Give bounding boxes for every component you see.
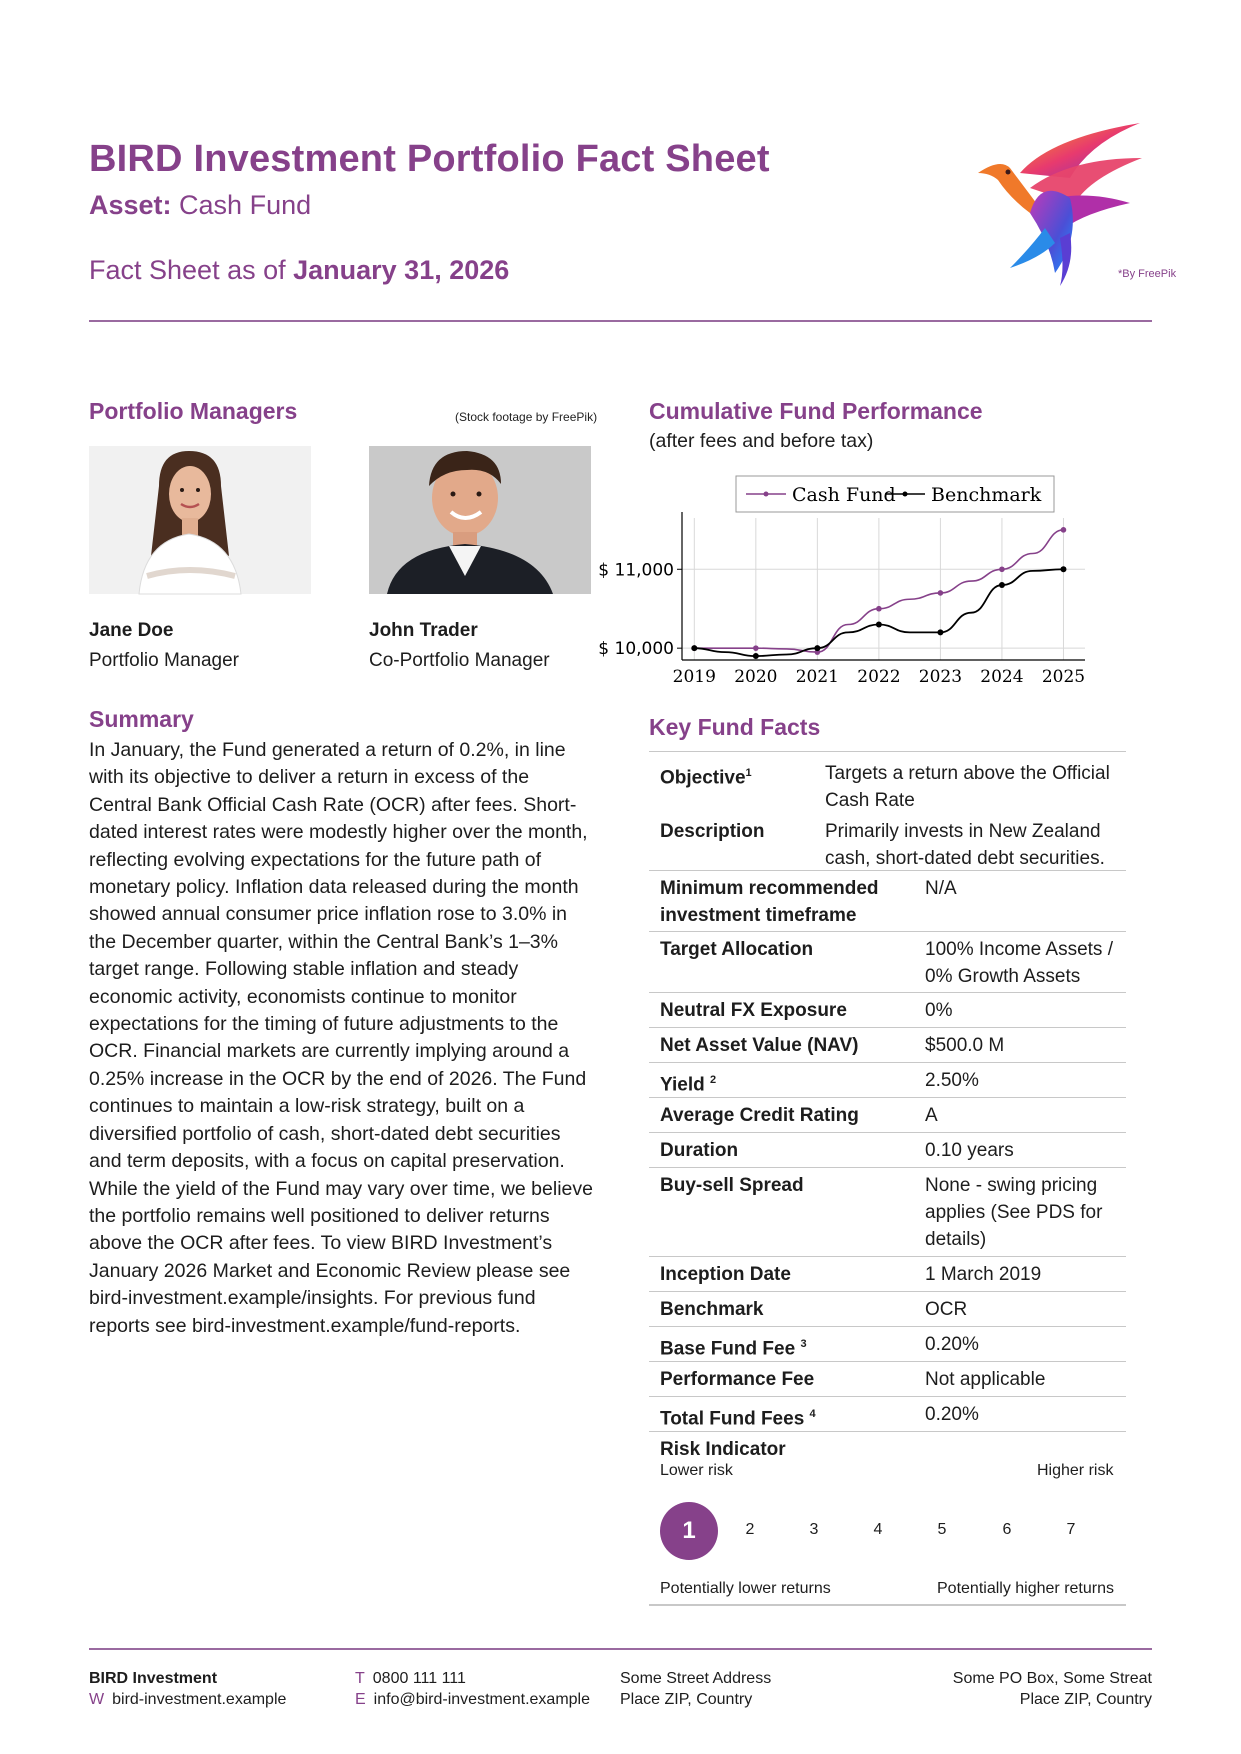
fact-value: None - swing pricing applies (See PDS for details) — [925, 1175, 1103, 1250]
facts-bottom-rule — [649, 1604, 1126, 1606]
page-title: BIRD Investment Portfolio Fact Sheet — [89, 138, 770, 180]
fact-value: A — [925, 1105, 938, 1126]
fact-value: OCR — [925, 1299, 968, 1320]
summary-text: In January, the Fund generated a return of 0.2%, in line with its objective to deliver a return in excess of the Central Bank Official Cash Rate (OCR) after fees. Short-dated interest rates were modestly higher over the month, reflecting evolving expectations for the future path of monetary policy. Inflation data released during the month showed annual consumer price inflation rose to 3.0% in the December quarter, within the Central Bank’s 1–3% target range. Following stable inflation and steady economic activity, economists continue to monitor expectations for the timing of future adjustments to the OCR. Financial markets are currently implying around a 0.25% increase in the OCR by the end of 2026. The Fund continues to maintain a low-risk strategy, built on a diversified portfolio of cash, short-dated debt securities and term deposits, with a focus on capital preservation. While the yield of the Fund may vary over time, we believe the portfolio remains well positioned to deliver returns above the OCR after fees. To view BIRD Investment’s January 2026 Market and Economic Review please see bird-investment.example/insights. For previous fund reports see bird-investment.example/fund-reports. — [89, 739, 593, 1337]
risk-level-2: 2 — [745, 1521, 755, 1538]
fact-label: Inception Date — [660, 1264, 791, 1285]
managers-heading: Portfolio Managers — [89, 398, 298, 424]
facts-row — [649, 1027, 1126, 1062]
footer-contact-block — [355, 1668, 590, 1710]
fact-label: Benchmark — [660, 1299, 764, 1320]
fact-value: 0.20% — [925, 1334, 979, 1355]
fact-label: Minimum recommended investment timeframe — [660, 878, 879, 926]
risk-level-7: 7 — [1066, 1521, 1076, 1538]
facts-row — [649, 1062, 1126, 1097]
fact-label: Total Fund Fees $^4$ — [660, 1408, 816, 1430]
chart-grid — [682, 518, 1085, 660]
lower-returns-label: Potentially lower returns — [660, 1580, 831, 1597]
fact-label: Duration — [660, 1140, 739, 1161]
performance-subheading: (after fees and before tax) — [649, 430, 874, 452]
footer-company: BIRD Investment — [89, 1670, 218, 1687]
y-tick-label: $ 11,000 — [598, 560, 674, 581]
footer-divider — [89, 1648, 1152, 1650]
footer-email-key: E — [355, 1691, 366, 1708]
point-benchmark — [937, 629, 943, 635]
asset-label: Asset: — [89, 190, 172, 220]
asof-date: January 31, 2026 — [293, 255, 510, 285]
jane-doe-photo — [89, 446, 311, 594]
fact-label: Target Allocation — [660, 939, 814, 960]
facts-row — [649, 1396, 1126, 1431]
point-benchmark — [876, 622, 882, 628]
facts-row — [649, 992, 1126, 1027]
summary-heading: Summary — [89, 706, 194, 732]
fact-value: N/A — [925, 878, 957, 899]
fact-value: 100% Income Assets / 0% Growth Assets — [925, 939, 1113, 987]
facts-row — [649, 1291, 1126, 1326]
higher-returns-label: Potentially higher returns — [937, 1580, 1114, 1597]
risk-level-4: 4 — [873, 1521, 883, 1538]
footer-address-block — [620, 1668, 771, 1710]
footer-place-2: Place ZIP, Country — [1019, 1691, 1152, 1708]
point-cash-fund — [938, 590, 944, 596]
objective-label: Objective$^1$ — [660, 767, 752, 789]
footer-phone[interactable]: 0800 111 111 — [372, 1670, 466, 1687]
objective-value: Targets a return above the Official Cash Rate — [825, 763, 1110, 811]
point-cash-fund — [999, 566, 1005, 572]
risk-lower-label: Lower risk — [660, 1462, 733, 1479]
risk-higher-label: Higher risk — [1037, 1462, 1114, 1479]
risk-level-6: 6 — [1002, 1521, 1012, 1538]
x-tick-label: 2023 — [918, 667, 963, 687]
legend-marker-cash-fund — [764, 492, 769, 497]
fact-value: 0.10 years — [925, 1140, 1014, 1161]
y-tick-label: $ 10,000 — [598, 639, 674, 660]
x-tick-label: 2025 — [1041, 667, 1086, 687]
fact-value: 0.20% — [925, 1404, 979, 1425]
manager-name-john: John Trader — [369, 620, 478, 641]
description-value: Primarily invests in New Zealand cash, short-dated debt securities. — [825, 821, 1105, 869]
fact-value: Not applicable — [925, 1369, 1046, 1390]
legend-label-cash-fund: Cash Fund — [792, 484, 896, 506]
footer-pobox-block — [953, 1668, 1152, 1710]
x-tick-label: 2024 — [980, 667, 1024, 687]
fact-label: Base Fund Fee $^3$ — [660, 1338, 807, 1360]
point-benchmark — [691, 645, 697, 651]
facts-row — [649, 931, 1126, 992]
asset-line — [89, 190, 311, 221]
point-cash-fund — [876, 606, 882, 612]
fact-value: 1 March 2019 — [925, 1264, 1042, 1285]
fact-value: $500.0 M — [925, 1035, 1005, 1056]
asof-line — [89, 255, 509, 286]
performance-chart — [598, 470, 1100, 700]
fact-label: Yield $^2$ — [660, 1074, 717, 1096]
facts-row — [649, 1361, 1126, 1396]
asset-value: Cash Fund — [179, 190, 312, 220]
facts-row — [649, 1326, 1126, 1361]
header-divider — [89, 320, 1152, 322]
manager-role-john: Co-Portfolio Manager — [369, 650, 550, 671]
performance-heading: Cumulative Fund Performance — [649, 398, 983, 424]
chart-legend — [736, 476, 1054, 512]
fact-label: Average Credit Rating — [660, 1105, 859, 1126]
facts-heading: Key Fund Facts — [649, 714, 821, 740]
x-tick-label: 2019 — [672, 667, 716, 687]
x-tick-label: 2021 — [795, 667, 839, 687]
john-trader-photo — [369, 446, 591, 594]
fact-label: Performance Fee — [660, 1369, 815, 1390]
footer-pobox: Some PO Box, Some Streat — [952, 1670, 1152, 1687]
facts-row-risk — [649, 1431, 1126, 1605]
point-benchmark — [753, 653, 759, 659]
manager-role-jane: Portfolio Manager — [89, 650, 239, 671]
x-tick-label: 2022 — [857, 667, 901, 687]
facts-row — [649, 1132, 1126, 1167]
footer-web-key: W — [89, 1691, 105, 1708]
asof-label: Fact Sheet as of — [89, 255, 286, 285]
legend-label-benchmark: Benchmark — [931, 484, 1042, 506]
point-cash-fund — [1061, 527, 1067, 533]
manager-name-jane: Jane Doe — [89, 620, 174, 641]
legend-marker-benchmark — [903, 492, 908, 497]
fact-value: 2.50% — [925, 1070, 979, 1091]
point-cash-fund — [753, 645, 759, 651]
facts-row — [649, 1167, 1126, 1256]
stock-credit: (Stock footage by FreePik) — [455, 410, 598, 424]
fact-label: Neutral FX Exposure — [660, 1000, 847, 1021]
fact-value: 0% — [925, 1000, 953, 1021]
footer-phone-key: T — [355, 1670, 365, 1687]
risk-level-5: 5 — [937, 1521, 947, 1538]
risk-level-1-selected: 1 — [660, 1502, 718, 1560]
fact-label: Net Asset Value (NAV) — [660, 1035, 859, 1056]
facts-row — [649, 1256, 1126, 1291]
facts-row — [649, 870, 1126, 931]
logo-credit: *By FreePik — [1118, 268, 1177, 280]
point-benchmark — [814, 645, 820, 651]
bird-logo-icon — [970, 118, 1150, 288]
risk-level-3: 3 — [809, 1521, 819, 1538]
facts-row-objective — [649, 751, 1126, 870]
point-benchmark — [999, 582, 1005, 588]
footer-company-block — [89, 1668, 286, 1710]
footer-street: Some Street Address — [620, 1670, 772, 1687]
footer-email-link[interactable]: info@bird-investment.example — [373, 1691, 591, 1708]
description-label: Description — [660, 821, 765, 842]
risk-label: Risk Indicator — [660, 1439, 786, 1460]
x-tick-label: 2020 — [734, 667, 778, 687]
facts-row — [649, 1097, 1126, 1132]
point-benchmark — [1060, 566, 1066, 572]
fact-label: Buy-sell Spread — [660, 1175, 804, 1196]
footer-place-1: Place ZIP, Country — [620, 1691, 753, 1708]
footer-website-link[interactable]: bird-investment.example — [112, 1691, 287, 1708]
